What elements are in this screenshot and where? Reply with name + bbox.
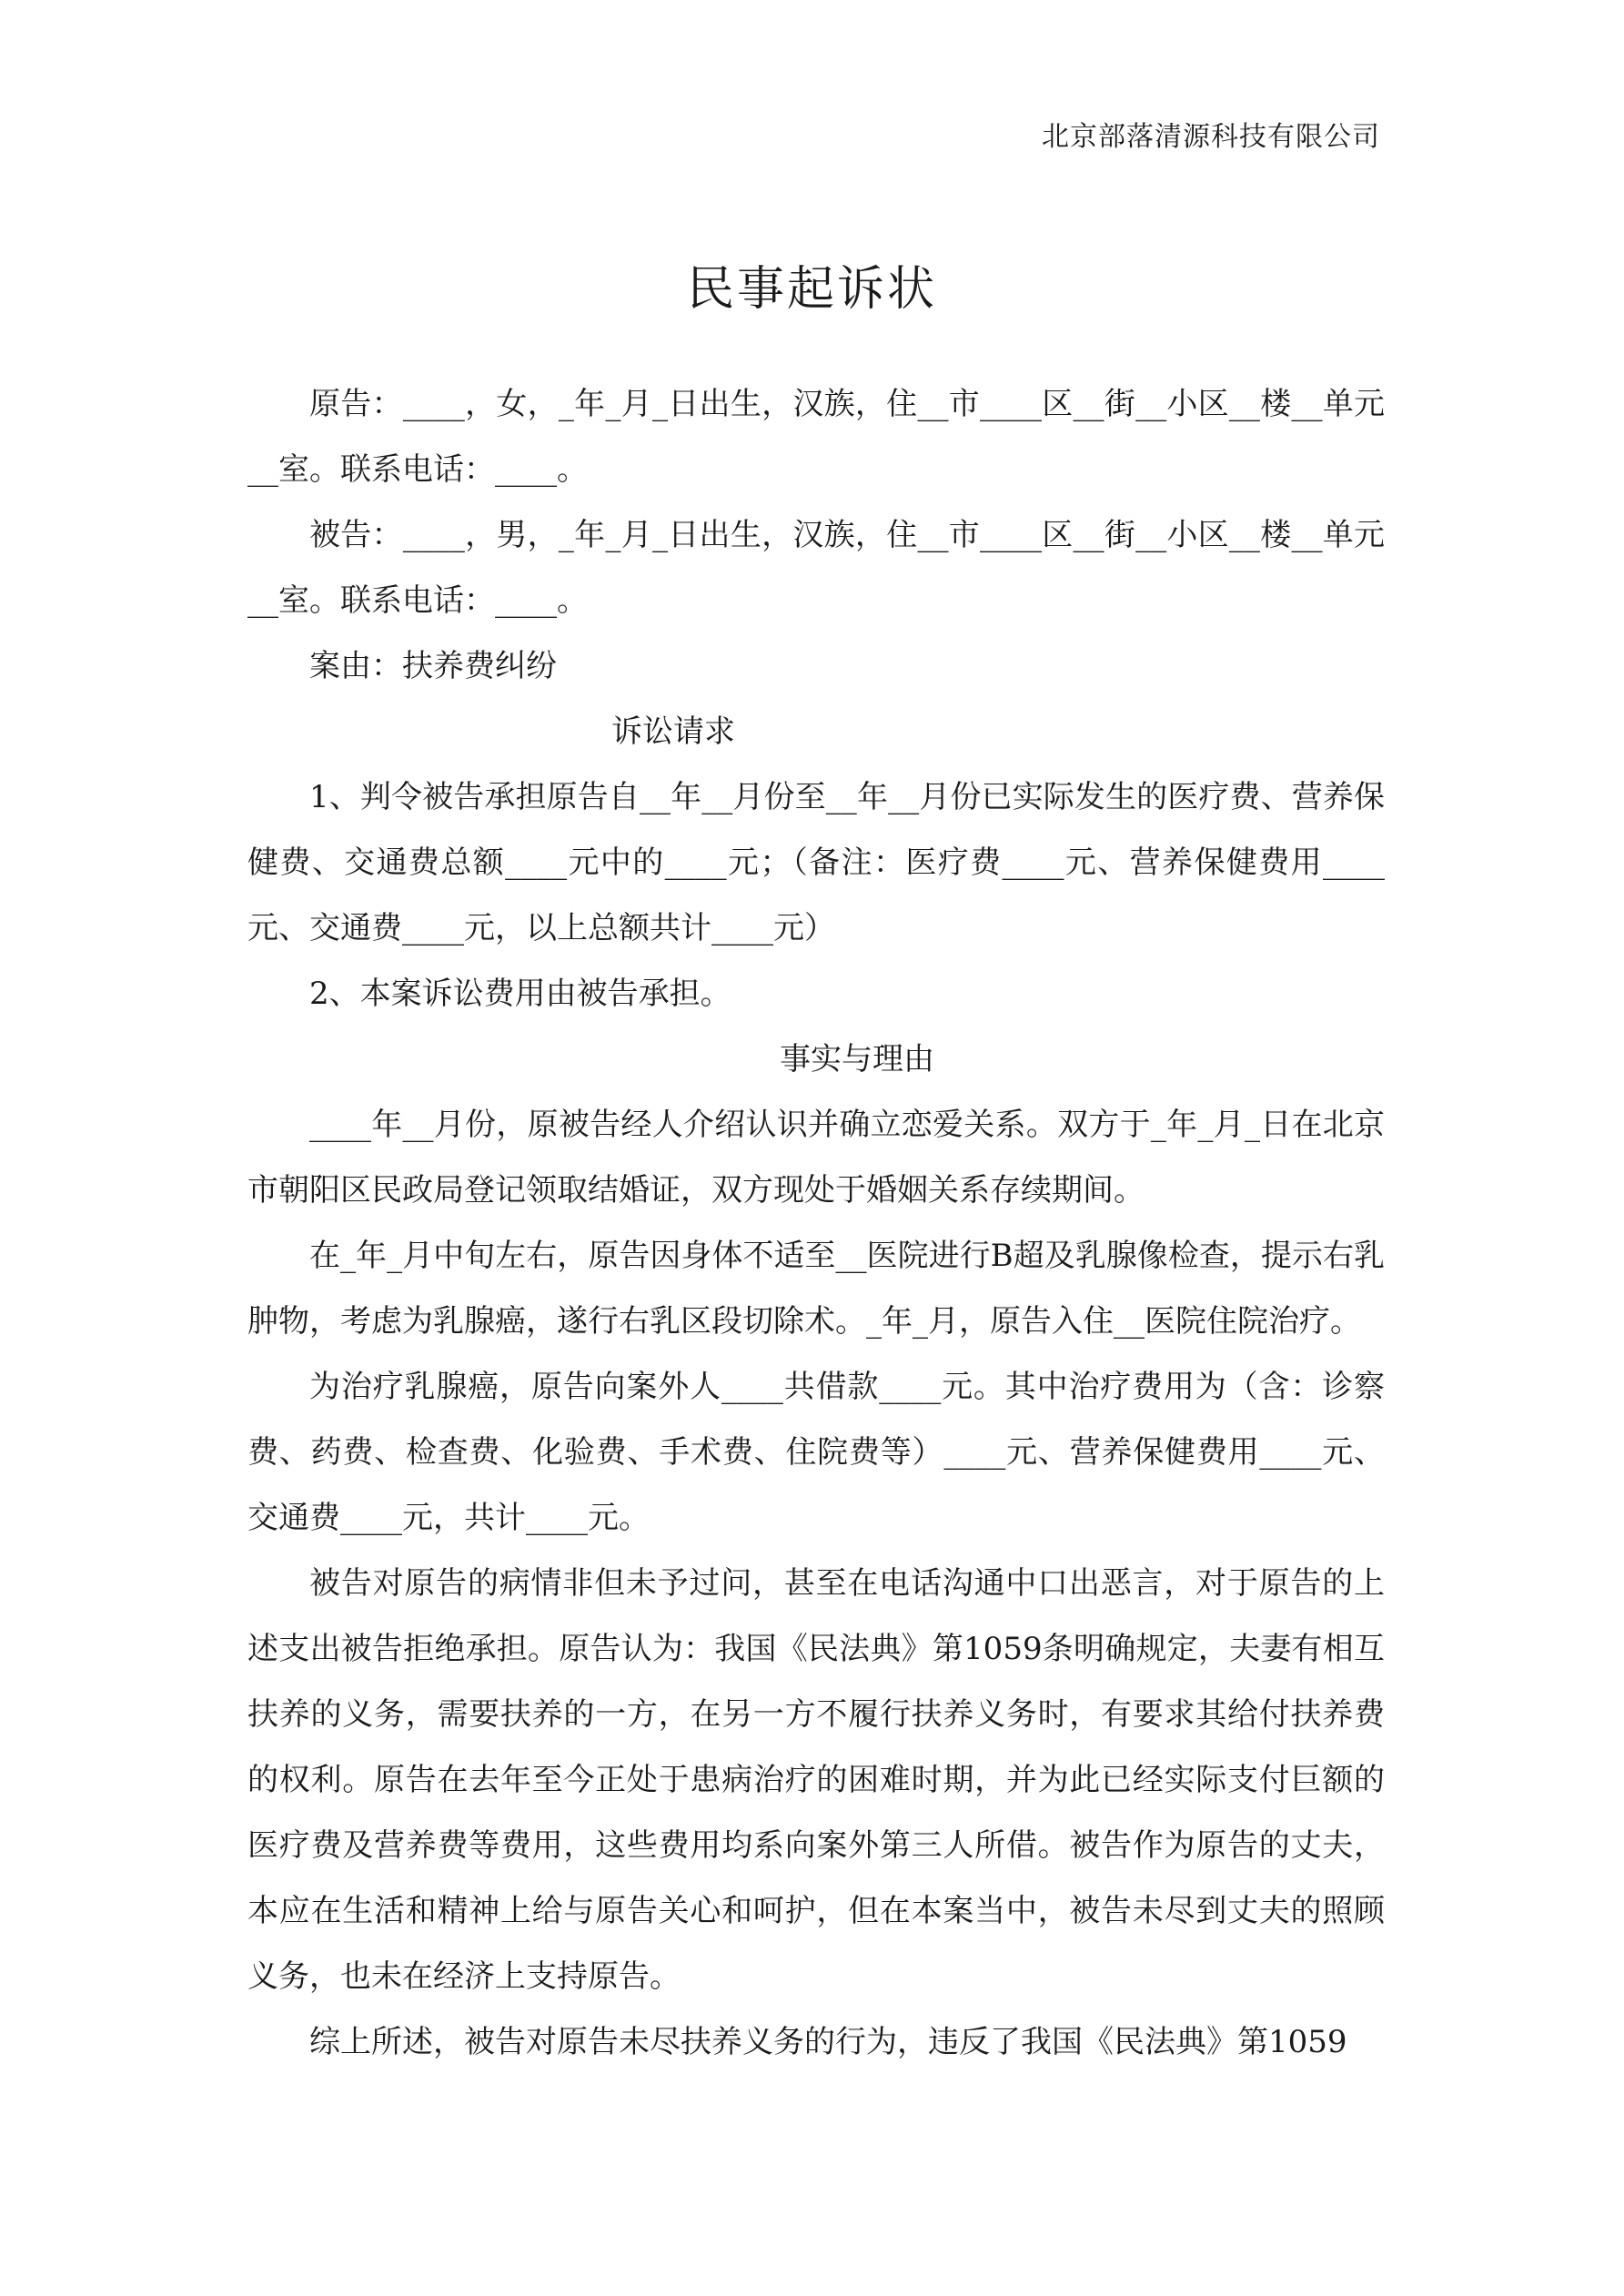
claim-2-paragraph: 2、本案诉讼费用由被告承担。: [309, 976, 731, 1012]
claims-heading: 诉讼请求: [611, 713, 735, 750]
facts-heading: 事实与理由: [780, 1041, 934, 1077]
fact-5-paragraph: 综上所述，被告对原告未尽扶养义务的行为，违反了我国《民法典》第1059: [309, 2024, 1347, 2060]
document-title: 民事起诉状: [686, 262, 937, 317]
document-body: [247, 371, 1385, 2075]
cause-paragraph: 案由：扶养费纠纷: [309, 648, 557, 684]
fact-3-paragraph: 为治疗乳腺癌，原告向案外人____共借款____元。其中治疗费用为（含：诊察费、药费、检查费、化验费、手术费、住院费等）____元、营养保健费用____元、交通费____元，共计____元。: [247, 1369, 1385, 1536]
fact-1-paragraph: ____年__月份，原被告经人介绍认识并确立恋爱关系。双方于_年_月_日在北京市朝阳区民政局登记领取结婚证，双方现处于婚姻关系存续期间。: [247, 1107, 1385, 1209]
defendant-paragraph: 被告：____，男，_年_月_日出生，汉族，住__市____区__街__小区__楼__单元__室。联系电话：____。: [247, 517, 1385, 619]
claim-1-paragraph: 1、判令被告承担原告自__年__月份至__年__月份已实际发生的医疗费、营养保健费、交通费总额____元中的____元；（备注：医疗费____元、营养保健费用____元、交通费____元，以上总额共计____元）: [247, 779, 1385, 946]
plaintiff-paragraph: 原告：____，女，_年_月_日出生，汉族，住__市____区__街__小区__楼__单元__室。联系电话：____。: [247, 386, 1385, 488]
fact-4-paragraph: 被告对原告的病情非但未予过问，甚至在电话沟通中口出恶言，对于原告的上述支出被告拒绝承担。原告认为：我国《民法典》第1059条明确规定，夫妻有相互扶养的义务，需要扶养的一方，在另一方不履行扶养义务时，有要求其给付扶养费的权利。原告在去年至今正处于患病治疗的困难时期，并为此已经实际支付巨额的医疗费及营养费等费用，这些费用均系向案外第三人所借。被告作为原告的丈夫，本应在生活和精神上给与原告关心和呵护，但在本案当中，被告未尽到丈夫的照顾义务，也未在经济上支持原告。: [247, 1565, 1385, 1995]
company-header: 北京部落清源科技有限公司: [1042, 121, 1380, 153]
fact-2-paragraph: 在_年_月中旬左右，原告因身体不适至__医院进行B超及乳腺像检查，提示右乳肿物，考虑为乳腺癌，遂行右乳区段切除术。_年_月，原告入住__医院住院治疗。: [247, 1238, 1385, 1340]
